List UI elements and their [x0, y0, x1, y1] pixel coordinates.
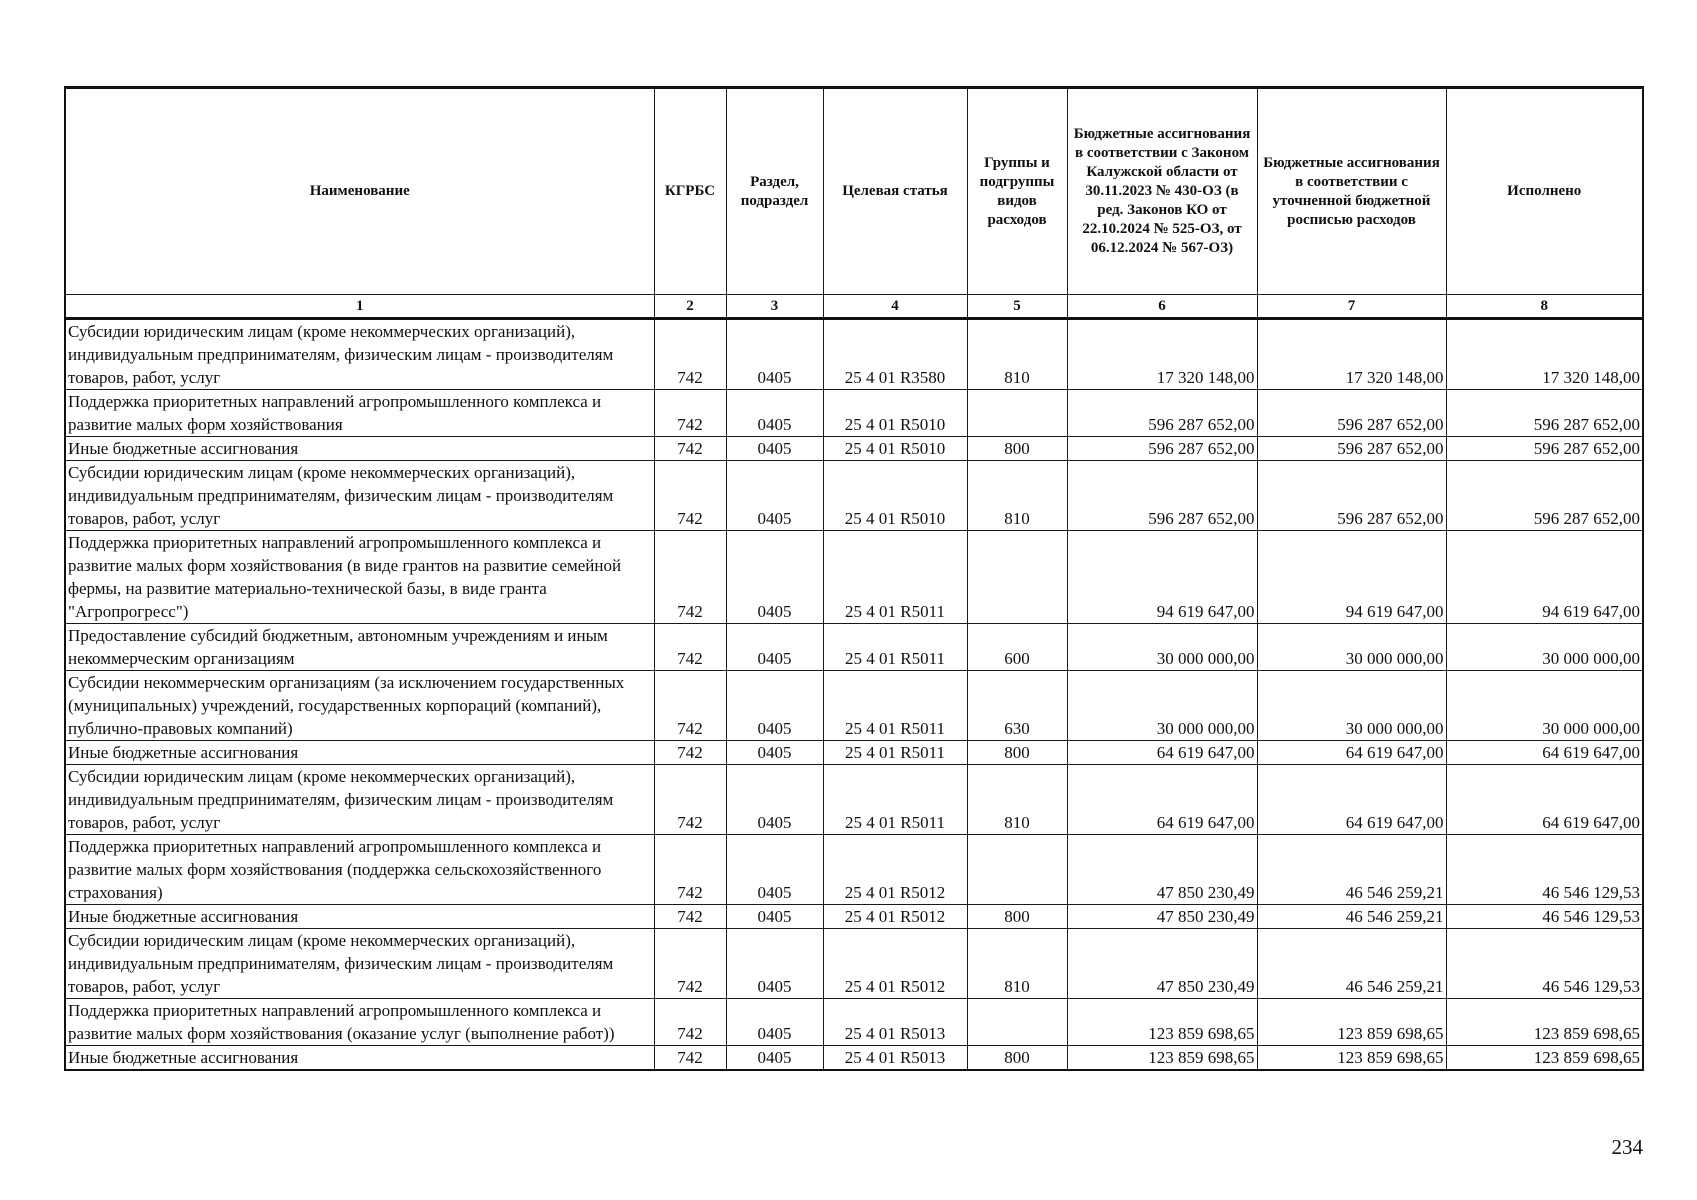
table-row: [65, 390, 1643, 437]
row-refined-amount-cell: 46 546 259,21: [1257, 905, 1446, 929]
row-group-cell: 600: [967, 624, 1067, 671]
row-target-cell: 25 4 01 R5011: [823, 531, 967, 624]
row-target-cell: 25 4 01 R5010: [823, 390, 967, 437]
row-name-cell: Поддержка приоритетных направлений агропромышленного комплекса и развитие малых форм хозяйствования (поддержка сельскохозяйственного страхования): [65, 835, 654, 905]
table-row: [65, 741, 1643, 765]
row-executed-amount-cell: 17 320 148,00: [1446, 319, 1643, 390]
row-executed-amount-cell: 30 000 000,00: [1446, 624, 1643, 671]
column-number: 8: [1446, 295, 1643, 319]
table-row: [65, 765, 1643, 835]
row-group-cell: [967, 999, 1067, 1046]
header-name: Наименование: [65, 88, 654, 295]
row-kgrbs-cell: 742: [654, 1046, 726, 1071]
row-group-cell: 800: [967, 1046, 1067, 1071]
row-law-amount-cell: 64 619 647,00: [1067, 741, 1257, 765]
row-section-cell: 0405: [726, 671, 823, 741]
row-name-cell: Предоставление субсидий бюджетным, автономным учреждениям и иным некоммерческим организациям: [65, 624, 654, 671]
table-row: [65, 835, 1643, 905]
table-row: [65, 671, 1643, 741]
table-row: [65, 905, 1643, 929]
row-refined-amount-cell: 30 000 000,00: [1257, 624, 1446, 671]
table-row: [65, 1046, 1643, 1071]
row-target-cell: 25 4 01 R5013: [823, 999, 967, 1046]
row-kgrbs-cell: 742: [654, 461, 726, 531]
row-section-cell: 0405: [726, 531, 823, 624]
row-law-amount-cell: 30 000 000,00: [1067, 624, 1257, 671]
row-kgrbs-cell: 742: [654, 319, 726, 390]
row-target-cell: 25 4 01 R5012: [823, 905, 967, 929]
budget-table-container: [64, 86, 1642, 1071]
row-kgrbs-cell: 742: [654, 671, 726, 741]
row-refined-amount-cell: 123 859 698,65: [1257, 1046, 1446, 1071]
row-group-cell: 630: [967, 671, 1067, 741]
row-section-cell: 0405: [726, 319, 823, 390]
column-number: 6: [1067, 295, 1257, 319]
row-name-cell: Поддержка приоритетных направлений агропромышленного комплекса и развитие малых форм хозяйствования (в виде грантов на развитие семейной фермы, на развитие материально-технической базы, в виде гранта "Агропрогресс"): [65, 531, 654, 624]
row-name-cell: Субсидии юридическим лицам (кроме некоммерческих организаций), индивидуальным предпринимателям, физическим лицам - производителям товаров, работ, услуг: [65, 765, 654, 835]
row-kgrbs-cell: 742: [654, 929, 726, 999]
row-section-cell: 0405: [726, 929, 823, 999]
row-group-cell: 800: [967, 905, 1067, 929]
row-group-cell: 800: [967, 437, 1067, 461]
header-refined: Бюджетные ассигнования в соответствии с уточненной бюджетной росписью расходов: [1257, 88, 1446, 295]
row-executed-amount-cell: 46 546 129,53: [1446, 835, 1643, 905]
row-target-cell: 25 4 01 R5011: [823, 741, 967, 765]
table-row: [65, 929, 1643, 999]
row-refined-amount-cell: 596 287 652,00: [1257, 390, 1446, 437]
column-number: 2: [654, 295, 726, 319]
table-row: [65, 531, 1643, 624]
row-section-cell: 0405: [726, 765, 823, 835]
row-section-cell: 0405: [726, 999, 823, 1046]
row-executed-amount-cell: 596 287 652,00: [1446, 437, 1643, 461]
row-target-cell: 25 4 01 R5012: [823, 835, 967, 905]
row-group-cell: [967, 390, 1067, 437]
row-target-cell: 25 4 01 R5011: [823, 765, 967, 835]
row-executed-amount-cell: 30 000 000,00: [1446, 671, 1643, 741]
row-law-amount-cell: 30 000 000,00: [1067, 671, 1257, 741]
row-kgrbs-cell: 742: [654, 437, 726, 461]
row-section-cell: 0405: [726, 905, 823, 929]
table-row: [65, 999, 1643, 1046]
row-kgrbs-cell: 742: [654, 835, 726, 905]
row-kgrbs-cell: 742: [654, 624, 726, 671]
row-law-amount-cell: 94 619 647,00: [1067, 531, 1257, 624]
row-target-cell: 25 4 01 R5013: [823, 1046, 967, 1071]
row-law-amount-cell: 596 287 652,00: [1067, 437, 1257, 461]
row-name-cell: Иные бюджетные ассигнования: [65, 905, 654, 929]
row-refined-amount-cell: 46 546 259,21: [1257, 929, 1446, 999]
row-target-cell: 25 4 01 R3580: [823, 319, 967, 390]
column-number-row: [65, 295, 1643, 319]
row-kgrbs-cell: 742: [654, 531, 726, 624]
header-section: Раздел, подраздел: [726, 88, 823, 295]
row-target-cell: 25 4 01 R5011: [823, 624, 967, 671]
row-group-cell: 800: [967, 741, 1067, 765]
column-number: 1: [65, 295, 654, 319]
row-section-cell: 0405: [726, 437, 823, 461]
row-kgrbs-cell: 742: [654, 390, 726, 437]
row-section-cell: 0405: [726, 741, 823, 765]
row-refined-amount-cell: 64 619 647,00: [1257, 741, 1446, 765]
row-refined-amount-cell: 596 287 652,00: [1257, 461, 1446, 531]
row-law-amount-cell: 123 859 698,65: [1067, 1046, 1257, 1071]
row-executed-amount-cell: 64 619 647,00: [1446, 741, 1643, 765]
row-name-cell: Поддержка приоритетных направлений агропромышленного комплекса и развитие малых форм хозяйствования (оказание услуг (выполнение работ)): [65, 999, 654, 1046]
row-executed-amount-cell: 94 619 647,00: [1446, 531, 1643, 624]
header-kgrbs: КГРБС: [654, 88, 726, 295]
row-executed-amount-cell: 596 287 652,00: [1446, 461, 1643, 531]
row-section-cell: 0405: [726, 624, 823, 671]
row-name-cell: Поддержка приоритетных направлений агропромышленного комплекса и развитие малых форм хозяйствования: [65, 390, 654, 437]
row-name-cell: Субсидии юридическим лицам (кроме некоммерческих организаций), индивидуальным предпринимателям, физическим лицам - производителям товаров, работ, услуг: [65, 461, 654, 531]
page-number: 234: [1611, 1135, 1643, 1159]
row-law-amount-cell: 596 287 652,00: [1067, 461, 1257, 531]
row-refined-amount-cell: 94 619 647,00: [1257, 531, 1446, 624]
row-name-cell: Иные бюджетные ассигнования: [65, 741, 654, 765]
column-number: 5: [967, 295, 1067, 319]
header-law: Бюджетные ассигнования в соответствии с Законом Калужской области от 30.11.2023 № 430-ОЗ (в ред. Законов КО от 22.10.2024 № 525-ОЗ, от 06.12.2024 № 567-ОЗ): [1067, 88, 1257, 295]
row-refined-amount-cell: 17 320 148,00: [1257, 319, 1446, 390]
row-law-amount-cell: 47 850 230,49: [1067, 929, 1257, 999]
row-section-cell: 0405: [726, 1046, 823, 1071]
row-refined-amount-cell: 64 619 647,00: [1257, 765, 1446, 835]
row-target-cell: 25 4 01 R5010: [823, 461, 967, 531]
header-target: Целевая статья: [823, 88, 967, 295]
row-refined-amount-cell: 30 000 000,00: [1257, 671, 1446, 741]
row-kgrbs-cell: 742: [654, 905, 726, 929]
row-section-cell: 0405: [726, 390, 823, 437]
row-law-amount-cell: 64 619 647,00: [1067, 765, 1257, 835]
row-name-cell: Иные бюджетные ассигнования: [65, 1046, 654, 1071]
row-executed-amount-cell: 64 619 647,00: [1446, 765, 1643, 835]
header-row: [65, 88, 1643, 295]
row-law-amount-cell: 596 287 652,00: [1067, 390, 1257, 437]
row-law-amount-cell: 47 850 230,49: [1067, 905, 1257, 929]
table-row: [65, 319, 1643, 390]
row-name-cell: Иные бюджетные ассигнования: [65, 437, 654, 461]
header-executed: Исполнено: [1446, 88, 1643, 295]
row-refined-amount-cell: 46 546 259,21: [1257, 835, 1446, 905]
row-group-cell: [967, 835, 1067, 905]
column-number: 7: [1257, 295, 1446, 319]
row-kgrbs-cell: 742: [654, 741, 726, 765]
table-body: [65, 319, 1643, 1071]
row-kgrbs-cell: 742: [654, 765, 726, 835]
row-name-cell: Субсидии некоммерческим организациям (за исключением государственных (муниципальных) учреждений, государственных корпораций (компаний), публично-правовых компаний): [65, 671, 654, 741]
row-target-cell: 25 4 01 R5011: [823, 671, 967, 741]
row-executed-amount-cell: 123 859 698,65: [1446, 1046, 1643, 1071]
column-number: 4: [823, 295, 967, 319]
column-number: 3: [726, 295, 823, 319]
row-executed-amount-cell: 596 287 652,00: [1446, 390, 1643, 437]
row-group-cell: [967, 531, 1067, 624]
row-executed-amount-cell: 123 859 698,65: [1446, 999, 1643, 1046]
row-kgrbs-cell: 742: [654, 999, 726, 1046]
table-row: [65, 461, 1643, 531]
row-refined-amount-cell: 123 859 698,65: [1257, 999, 1446, 1046]
row-group-cell: 810: [967, 319, 1067, 390]
row-target-cell: 25 4 01 R5012: [823, 929, 967, 999]
row-law-amount-cell: 123 859 698,65: [1067, 999, 1257, 1046]
row-section-cell: 0405: [726, 461, 823, 531]
table-row: [65, 624, 1643, 671]
table-row: [65, 437, 1643, 461]
row-section-cell: 0405: [726, 835, 823, 905]
row-law-amount-cell: 47 850 230,49: [1067, 835, 1257, 905]
budget-table: [64, 86, 1644, 1071]
row-target-cell: 25 4 01 R5010: [823, 437, 967, 461]
row-refined-amount-cell: 596 287 652,00: [1257, 437, 1446, 461]
row-name-cell: Субсидии юридическим лицам (кроме некоммерческих организаций), индивидуальным предпринимателям, физическим лицам - производителям товаров, работ, услуг: [65, 929, 654, 999]
row-group-cell: 810: [967, 765, 1067, 835]
row-law-amount-cell: 17 320 148,00: [1067, 319, 1257, 390]
header-groups: Группы и подгруппы видов расходов: [967, 88, 1067, 295]
row-group-cell: 810: [967, 929, 1067, 999]
row-executed-amount-cell: 46 546 129,53: [1446, 929, 1643, 999]
row-executed-amount-cell: 46 546 129,53: [1446, 905, 1643, 929]
row-name-cell: Субсидии юридическим лицам (кроме некоммерческих организаций), индивидуальным предпринимателям, физическим лицам - производителям товаров, работ, услуг: [65, 319, 654, 390]
row-group-cell: 810: [967, 461, 1067, 531]
